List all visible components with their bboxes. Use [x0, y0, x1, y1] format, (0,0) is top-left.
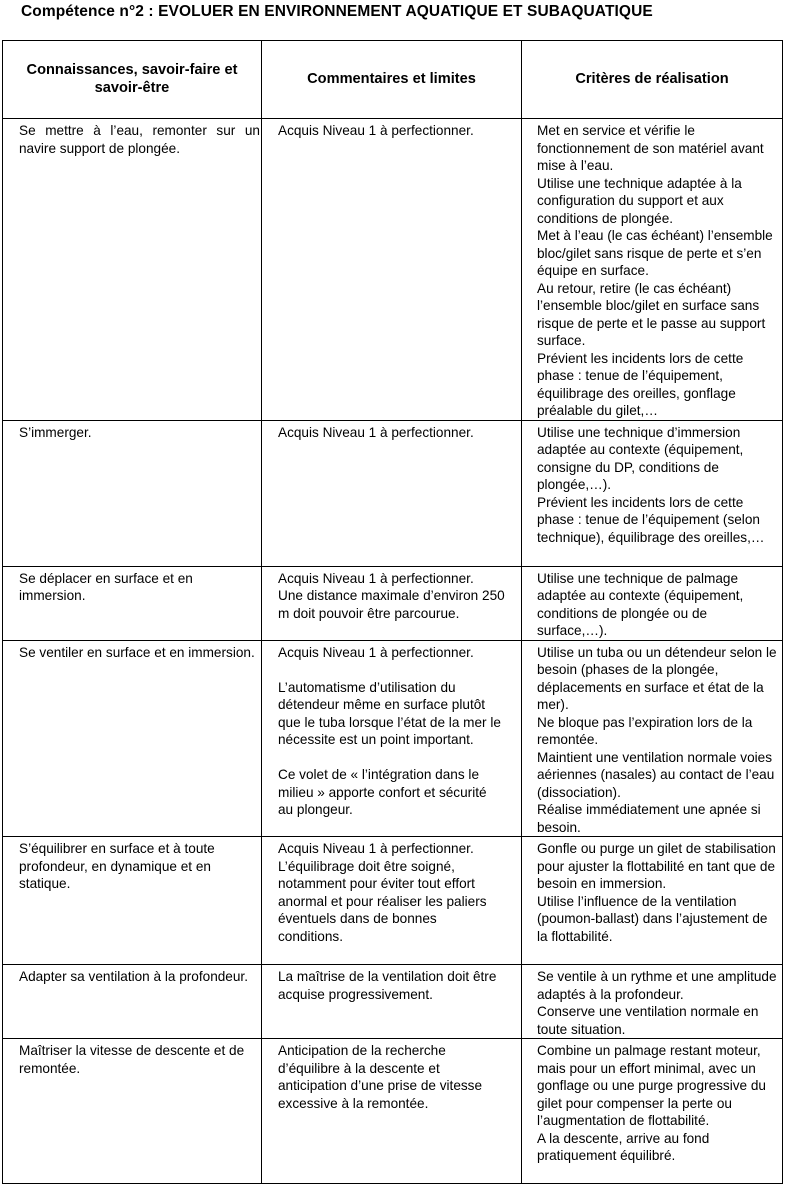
comment-text: La maîtrise de la ventilation doit être acquise progressivement. [278, 969, 497, 1002]
table-row [3, 837, 783, 965]
cell-criteria [522, 1039, 783, 1184]
criteria-text: Utilise une technique de palmage adaptée au contexte (équipement, conditions de plongée ou de surface,…). [537, 570, 744, 638]
header-criteria: Critères de réalisation [522, 41, 783, 119]
cell-comments [262, 837, 522, 965]
comment-text: Acquis Niveau 1 à perfectionner. [278, 570, 474, 586]
criteria-text: Se ventile à un rythme et une amplitude adaptés à la profondeur. [537, 969, 777, 1002]
criteria-text: A la descente, arrive au fond pratiquement équilibré. [537, 1130, 710, 1163]
criteria-text: Utilise l’influence de la ventilation (poumon-ballast) dans l’ajustement de la flottabilité. [537, 893, 768, 944]
cell-knowledge [3, 640, 262, 837]
cell-comments [262, 566, 522, 640]
criteria-text: Utilise une technique adaptée à la configuration du support et aux conditions de plongée. [537, 175, 742, 226]
criteria-text: Met à l’eau (le cas échéant) l’ensemble bloc/gilet sans risque de perte et s’en équipe en surface. [537, 228, 773, 278]
comment-text: L’automatisme d’utilisation du détendeur même en surface plutôt que le tuba lorsque l’état de la mer le nécessite est un point important. [278, 679, 501, 747]
criteria-text: Prévient les incidents lors de cette phase : tenue de l’équipement (selon technique), équilibrage des oreilles,… [537, 494, 765, 545]
comment-text: Acquis Niveau 1 à perfectionner. [278, 424, 474, 440]
knowledge-text: S’immerger. [19, 424, 92, 440]
cell-comments [262, 1039, 522, 1184]
cell-knowledge [3, 837, 262, 965]
cell-criteria [522, 420, 783, 566]
knowledge-text: S’équilibrer en surface et à toute profondeur, en dynamique et en statique. [19, 841, 215, 891]
table-row [3, 965, 783, 1039]
comment-text: Acquis Niveau 1 à perfectionner. [278, 841, 474, 856]
comment-text: L’équilibrage doit être soigné, notamment pour éviter tout effort anormal et pour réaliser les paliers éventuels dans de bonnes conditions. [278, 858, 487, 944]
table-row [3, 1039, 783, 1184]
cell-comments [262, 420, 522, 566]
comment-text: Acquis Niveau 1 à perfectionner. [278, 123, 474, 138]
cell-comments [262, 640, 522, 837]
knowledge-text: Se déplacer en surface et en immersion. [19, 570, 193, 603]
criteria-text: Conserve une ventilation normale en toute situation. [537, 1004, 759, 1037]
cell-comments [262, 119, 522, 421]
cell-criteria [522, 566, 783, 640]
table-row [3, 640, 783, 837]
criteria-text: Utilise un tuba ou un détendeur selon le besoin (phases de la plongée, déplacements en surface et état de la mer). [537, 644, 777, 712]
cell-knowledge [3, 420, 262, 566]
cell-knowledge [3, 119, 262, 421]
cell-comments [262, 965, 522, 1039]
cell-criteria [522, 965, 783, 1039]
criteria-text: Met en service et vérifie le fonctionnement de son matériel avant mise à l’eau. [537, 123, 764, 173]
cell-knowledge [3, 566, 262, 640]
criteria-text: Ne bloque pas l’expiration lors de la remontée. [537, 714, 753, 747]
cell-knowledge [3, 1039, 262, 1184]
criteria-text: Utilise une technique d’immersion adaptée au contexte (équipement, consigne du DP, conditions de plongée,…). [537, 424, 744, 492]
knowledge-text: Se mettre à l’eau, remonter sur un navire support de plongée. [19, 123, 260, 156]
comment-text: Acquis Niveau 1 à perfectionner. [278, 644, 474, 660]
table-header-row [3, 41, 783, 119]
knowledge-text: Adapter sa ventilation à la profondeur. [19, 969, 248, 984]
criteria-text: Maintient une ventilation normale voies aériennes (nasales) au contact de l’eau (dissociation). [537, 749, 775, 800]
comment-text: Anticipation de la recherche d’équilibre à la descente et anticipation d’une prise de vitesse excessive à la remontée. [278, 1043, 483, 1111]
cell-criteria [522, 837, 783, 965]
table-row [3, 119, 783, 421]
comment-text: Une distance maximale d’environ 250 m doit pouvoir être parcourue. [278, 588, 505, 621]
header-comments: Commentaires et limites [262, 41, 522, 119]
knowledge-text: Se ventiler en surface et en immersion. [19, 644, 255, 660]
cell-criteria [522, 119, 783, 421]
cell-knowledge [3, 965, 262, 1039]
criteria-text: Prévient les incidents lors de cette phase : tenue de l’équipement, équilibrage des oreilles, gonflage préalable du gilet,… [537, 350, 744, 418]
cell-criteria [522, 640, 783, 837]
comment-text: Ce volet de « l’intégration dans le milieu » apporte confort et sécurité au plongeur. [278, 767, 487, 817]
criteria-text: Au retour, retire (le cas échéant) l’ensemble bloc/gilet en surface sans risque de perte et le passe au support surface. [537, 280, 766, 348]
header-knowledge: Connaissances, savoir-faire et savoir-être [3, 41, 262, 119]
table-row [3, 566, 783, 640]
table-row [3, 420, 783, 566]
criteria-text: Réalise immédiatement une apnée si besoin. [537, 802, 761, 835]
criteria-text: Combine un palmage restant moteur, mais pour un effort minimal, avec un gonflage ou une purge progressive du gilet pour compenser la perte ou l’augmentation de flottabilité. [537, 1043, 766, 1128]
page-title: Compétence n°2 : EVOLUER EN ENVIRONNEMENT AQUATIQUE ET SUBAQUATIQUE [21, 3, 653, 20]
knowledge-text: Maîtriser la vitesse de descente et de remontée. [19, 1043, 245, 1076]
competence-table [2, 40, 783, 1184]
criteria-text: Gonfle ou purge un gilet de stabilisation pour ajuster la flottabilité en tant que de besoin en immersion. [537, 841, 776, 891]
